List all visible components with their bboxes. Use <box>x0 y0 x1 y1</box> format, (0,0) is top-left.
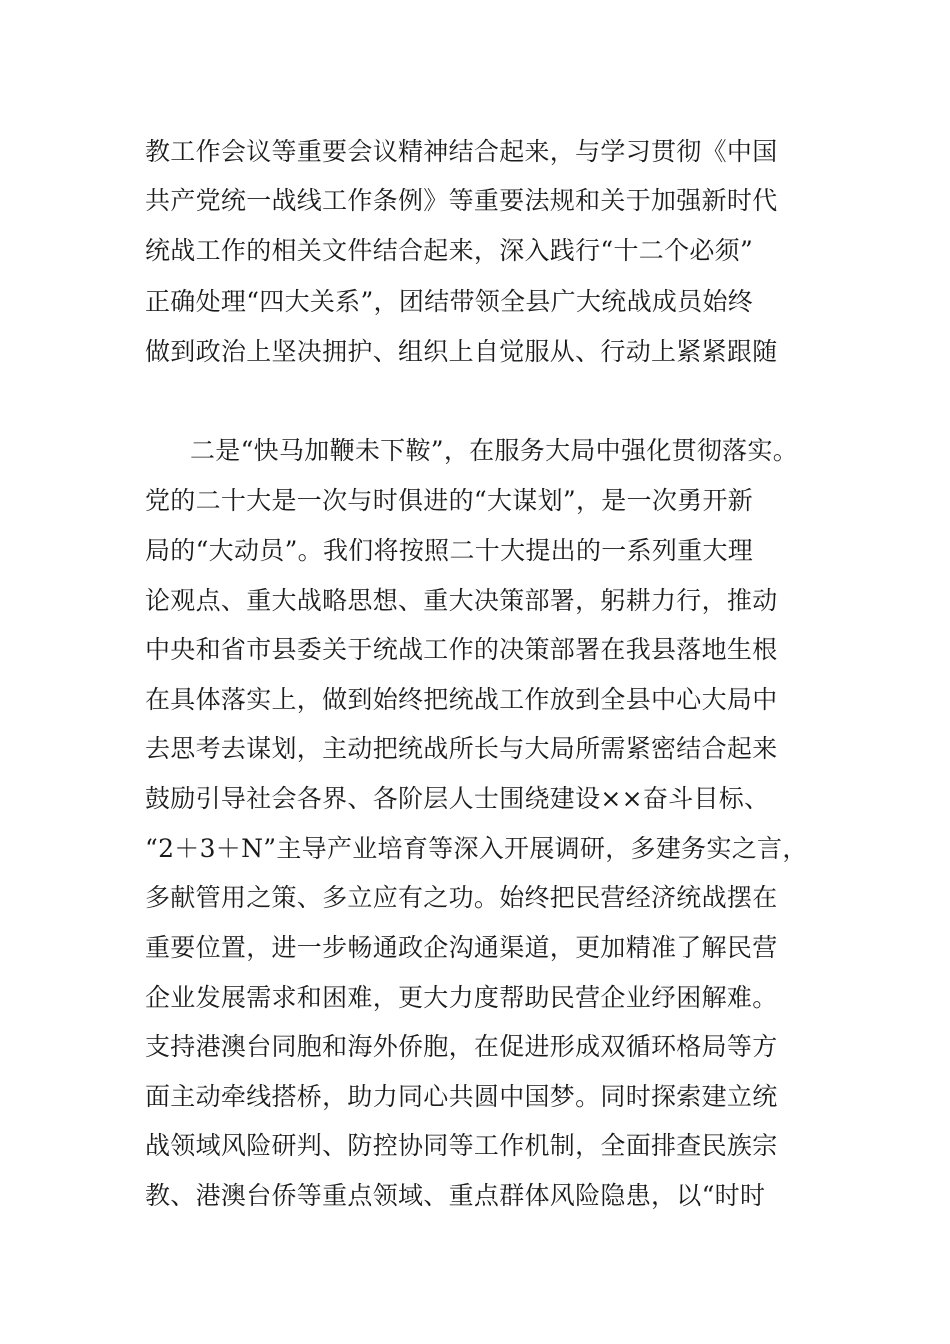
text-line: 二是“快马加鞭未下鞍”，在服务大局中强化贯彻落实。 <box>190 436 799 465</box>
text-line: 战领域风险研判、防控协同等工作机制，全面排查民族宗 <box>145 1131 778 1160</box>
text-line: 多献管用之策、多立应有之功。始终把民营经济统战摆在 <box>145 883 778 912</box>
text-line: 在具体落实上，做到始终把统战工作放到全县中心大局中 <box>145 685 778 714</box>
text-line: 论观点、重大战略思想、重大决策部署，躬耕力行，推动 <box>145 586 778 615</box>
text-line: 党的二十大是一次与时俱进的“大谋划”，是一次勇开新 <box>145 486 754 515</box>
text-line: 企业发展需求和困难，更大力度帮助民营企业纾困解难。 <box>145 983 778 1012</box>
text-line: 中央和省市县委关于统战工作的决策部署在我县落地生根 <box>145 635 778 664</box>
text-line: 教工作会议等重要会议精神结合起来，与学习贯彻《中国 <box>145 137 778 166</box>
text-line: 统战工作的相关文件结合起来，深入践行“十二个必须” <box>145 236 754 265</box>
text-line: 去思考去谋划，主动把统战所长与大局所需紧密结合起来 <box>145 734 778 763</box>
text-line: 面主动牵线搭桥，助力同心共圆中国梦。同时探索建立统 <box>145 1082 778 1111</box>
text-line: “2＋3＋N”主导产业培育等深入开展调研，多建务实之言， <box>145 834 808 863</box>
text-line: 正确处理“四大关系”，团结带领全县广大统战成员始终 <box>145 287 754 316</box>
text-line: 做到政治上坚决拥护、组织上自觉服从、行动上紧紧跟随 <box>145 337 778 366</box>
text-line: 支持港澳台同胞和海外侨胞，在促进形成双循环格局等方 <box>145 1032 778 1061</box>
text-line: 鼓励引导社会各界、各阶层人士围绕建设××奋斗目标、 <box>145 784 770 813</box>
text-line: 教、港澳台侨等重点领域、重点群体风险隐患，以“时时 <box>145 1181 766 1210</box>
text-line: 重要位置，进一步畅通政企沟通渠道，更加精准了解民营 <box>145 933 778 962</box>
text-line: 共产党统一战线工作条例》等重要法规和关于加强新时代 <box>145 186 778 215</box>
text-line: 局的“大动员”。我们将按照二十大提出的一系列重大理 <box>145 536 754 565</box>
